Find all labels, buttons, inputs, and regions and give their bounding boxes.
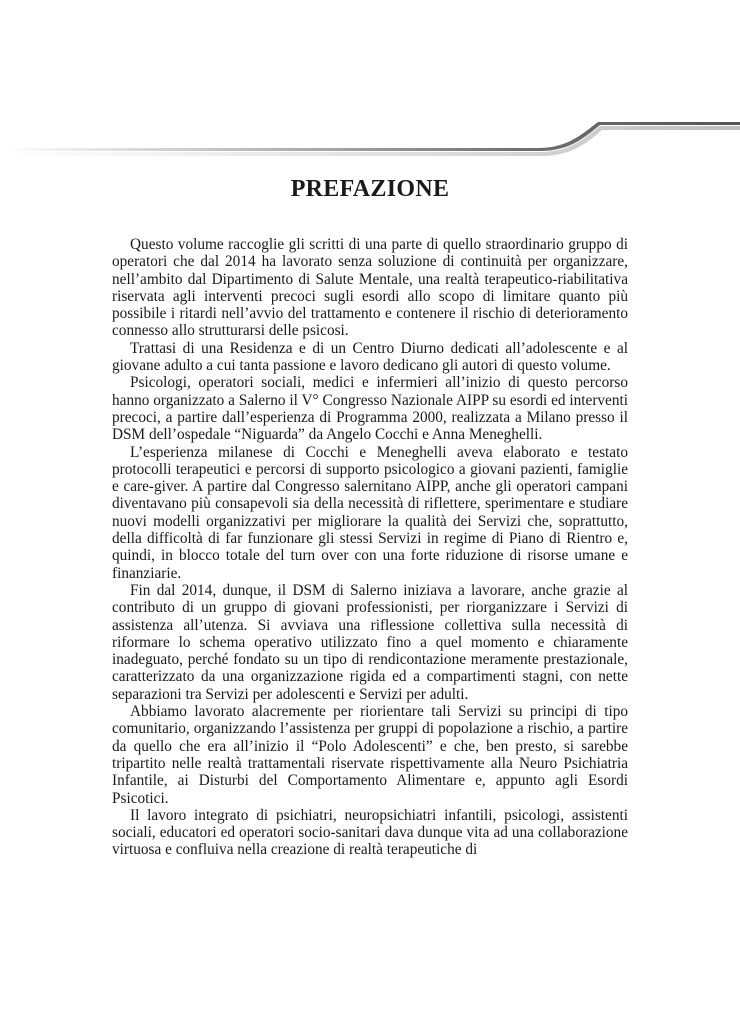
- paragraph: Il lavoro integrato di psichiatri, neuropsichiatri infantili, psicologi, assistenti sociali, educatori ed operatori socio-sanitari dava dunque vita ad una collaborazione virtuosa e confluiva nella creazione di realtà terapeutiche di: [112, 806, 628, 859]
- paragraph: Psicologi, operatori sociali, medici e infermieri all’inizio di questo percorso hanno organizzato a Salerno il V° Congresso Nazionale AIPP su esordi ed interventi precoci, a partire dall’esperienza di Programma 2000, realizzata a Milano presso il DSM dell’ospedale “Niguarda” da Angelo Cocchi e Anna Meneghelli.: [112, 374, 628, 444]
- paragraph: Fin dal 2014, dunque, il DSM di Salerno iniziava a lavorare, anche grazie al contributo di un gruppo di giovani professionisti, per riorganizzare i Servizi di assistenza all’utenza. Si avviava una riflessione collettiva sulla necessità di riformare lo schema operativo utilizzato fino a quel momento e chiaramente inadeguato, perché fondato su un tipo di rendicontazione meramente prestazionale, caratterizzato da una organizzazione rigida ed a compartimenti stagni, con nette separazioni tra Servizi per adolescenti e Servizi per adulti.: [112, 581, 628, 703]
- paragraph: Abbiamo lavorato alacremente per riorientare tali Servizi su principi di tipo comunitario, organizzando l’assistenza per gruppi di popolazione a rischio, a partire da quello che era all’inizio il “Polo Adolescenti” e che, ben presto, si sarebbe tripartito nelle realtà trattamentali riservate rispettivamente alla Neuro Psichiatria Infantile, ai Disturbi del Comportamento Alimentare e, appunto agli Esordi Psicotici.: [112, 703, 628, 807]
- preface-body: [112, 236, 628, 859]
- paragraph: Trattasi di una Residenza e di un Centro Diurno dedicati all’adolescente e al giovane adulto a cui tanta passione e lavoro dedicano gli autori di questo volume.: [112, 339, 628, 375]
- paragraph: L’esperienza milanese di Cocchi e Meneghelli aveva elaborato e testato protocolli terapeutici e percorsi di supporto psicologico a giovani pazienti, famiglie e care-giver. A partire dal Congresso salernitano AIPP, anche gli operatori campani diventavano più consapevoli sia della necessità di riflettere, sperimentare e studiare nuovi modelli organizzativi per migliorare la qualità dei Servizi che, soprattutto, della difficoltà di far funzionare gli stessi Servizi in regime di Piano di Rientro e, quindi, in blocco totale del turn over con una forte riduzione di risorse umane e finanziarie.: [112, 443, 628, 582]
- decorative-swoosh-rule: [0, 118, 740, 178]
- page-title: PREFAZIONE: [290, 176, 450, 202]
- paragraph: Questo volume raccoglie gli scritti di una parte di quello straordinario gruppo di operatori che dal 2014 ha lavorato senza soluzione di continuità per organizzare, nell’ambito dal Dipartimento di Salute Mentale, una realtà terapeutico-riabilitativa riservata agli interventi precoci sugli esordi allo scopo di limitare quanto più possibile i ritardi nell’avvio del trattamento e contenere il rischio di deterioramento connesso allo strutturarsi delle psicosi.: [112, 236, 628, 340]
